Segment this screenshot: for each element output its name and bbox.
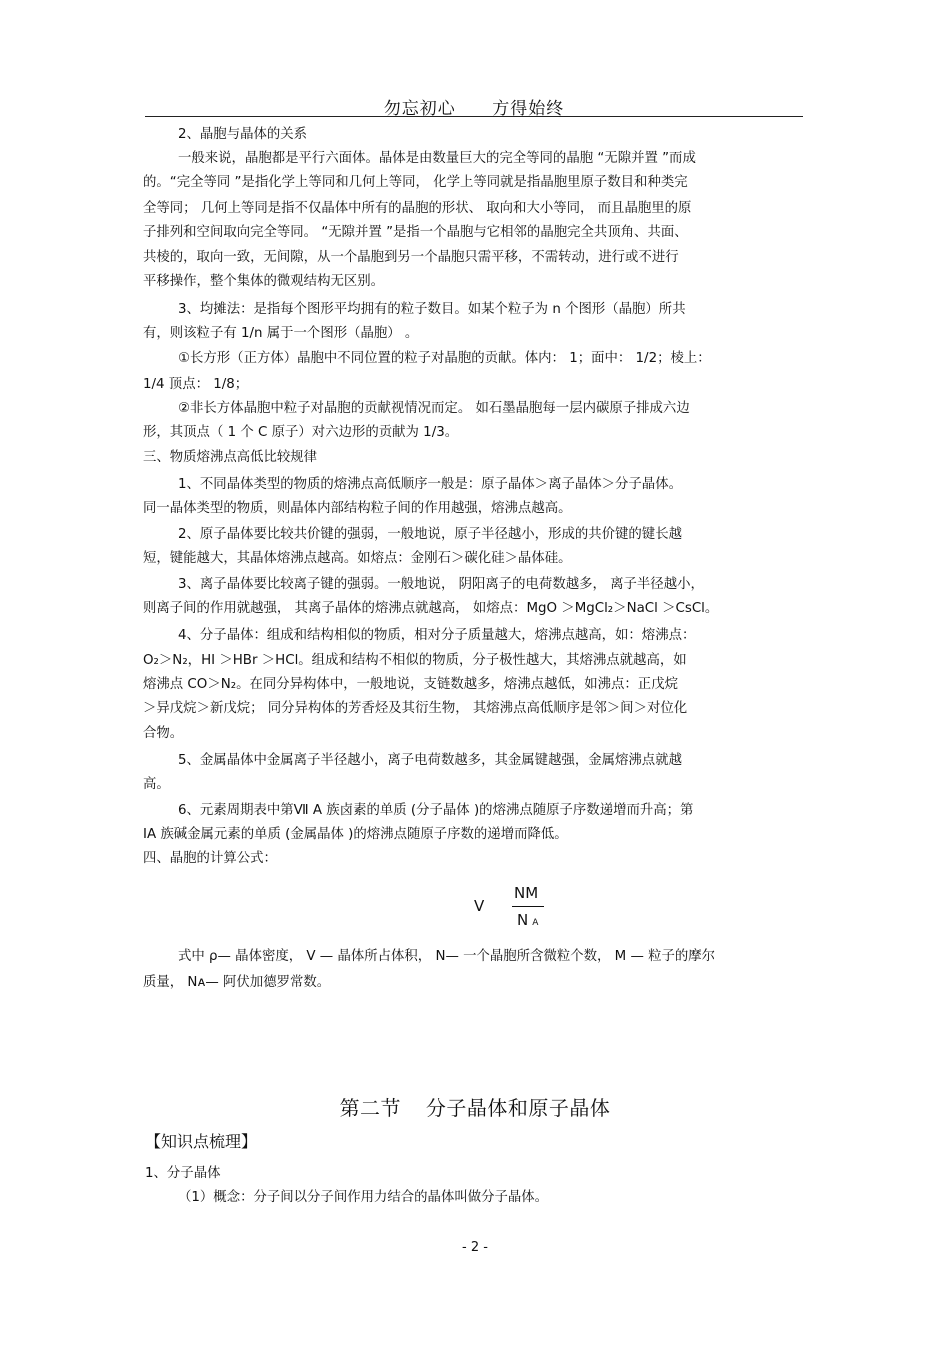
paragraph-line: 合物。	[143, 726, 184, 741]
paragraph-line: 有，则该粒子有 1/n 属于一个图形（晶胞） 。	[143, 326, 419, 341]
paragraph-line: 3、均摊法：是指每个图形平均拥有的粒子数目。如某个粒子为 n 个图形（晶胞）所共	[178, 302, 686, 317]
header-rule	[145, 116, 803, 117]
paragraph-line: ＞异戊烷＞新戊烷； 同分异构体的芳香烃及其衍生物， 其熔沸点高低顺序是邻＞间＞对位化	[143, 701, 688, 716]
paragraph-line: 共棱的，取向一致，无间隙，从一个晶胞到另一个晶胞只需平移，不需转动，进行或不进行	[143, 250, 679, 265]
page-number: - 2 -	[462, 1240, 488, 1255]
paragraph-line: 一般来说，晶胞都是平行六面体。晶体是由数量巨大的完全等同的晶胞 “无隙并置 ”而成	[178, 151, 696, 166]
subsection-title: 2、晶胞与晶体的关系	[178, 127, 308, 142]
paragraph-line: 则离子间的作用就越强， 其离子晶体的熔沸点就越高， 如熔点：MgO ＞MgCl₂＞NaCl ＞CsCl。	[143, 601, 719, 616]
paragraph-line: 熔沸点 CO＞N₂。在同分异构体中，一般地说，支链数越多，熔沸点越低，如沸点：正戊烷	[143, 677, 678, 692]
paragraph-line: 3、离子晶体要比较离子键的强弱。一般地说， 阴阳离子的电荷数越多， 离子半径越小，	[178, 577, 704, 592]
page-header-motto: 勿忘初心 方得始终	[383, 99, 565, 119]
formula-lhs: V	[474, 897, 485, 915]
paragraph-line: ②非长方体晶胞中粒子对晶胞的贡献视情况而定。 如石墨晶胞每一层内碳原子排成六边	[178, 401, 690, 416]
paragraph-line: 高。	[143, 777, 170, 792]
formula-numerator: NM	[514, 884, 539, 902]
paragraph-line: 5、金属晶体中金属离子半径越小，离子电荷数越多，其金属键越强，金属熔沸点就越	[178, 753, 682, 768]
paragraph-line: 平移操作，整个集体的微观结构无区别。	[143, 274, 385, 289]
paragraph-line: 1/4 顶点： 1/8；	[143, 377, 249, 392]
formula-denominator-symbol: N	[517, 911, 529, 929]
section-title-3: 三、物质熔沸点高低比较规律	[143, 450, 318, 465]
paragraph-line: 全等同； 几何上等同是指不仅晶体中所有的晶胞的形状、 取向和大小等同， 而且晶胞里的原	[143, 201, 692, 216]
list-item-title: 1、分子晶体	[145, 1166, 221, 1181]
section-title-4: 四、晶胞的计算公式：	[143, 851, 277, 866]
unit-cell-formula	[474, 884, 564, 934]
paragraph-line: 4、分子晶体：组成和结构相似的物质，相对分子质量越大，熔沸点越高，如：熔沸点：	[178, 628, 696, 643]
section-title: 第二节 分子晶体和原子晶体	[339, 1096, 611, 1120]
paragraph-line: O₂＞N₂，HI ＞HBr ＞HCl。组成和结构不相似的物质，分子极性越大，其熔沸点就越高，如	[143, 653, 687, 668]
paragraph-line: 子排列和空间取向完全等同。 “无隙并置 ”是指一个晶胞与它相邻的晶胞完全共顶角、共面、	[143, 225, 688, 240]
formula-denominator-subscript: A	[532, 918, 539, 928]
paragraph-line: 6、元素周期表中第Ⅶ A 族卤素的单质 (分子晶体 )的熔沸点随原子序数递增而升高；第	[178, 803, 694, 818]
paragraph-line: 1、不同晶体类型的物质的熔沸点高低顺序一般是：原子晶体＞离子晶体＞分子晶体。	[178, 477, 682, 492]
paragraph-line: 质量， Nᴀ— 阿伏加德罗常数。	[143, 975, 331, 990]
paragraph-line: 2、原子晶体要比较共价键的强弱，一般地说，原子半径越小，形成的共价键的键长越	[178, 527, 682, 542]
paragraph-line: 的。“完全等同 ”是指化学上等同和几何上等同， 化学上等同就是指晶胞里原子数目和种类完	[143, 175, 688, 190]
paragraph-line: ①长方形（正方体）晶胞中不同位置的粒子对晶胞的贡献。体内： 1；面中： 1/2；棱上：	[178, 351, 711, 366]
knowledge-heading: 【知识点梳理】	[145, 1132, 258, 1151]
paragraph-line: 式中 ρ— 晶体密度， V — 晶体所占体积， N— 一个晶胞所含微粒个数， M — 粒子的摩尔	[178, 949, 716, 964]
paragraph-line: ⅠA 族碱金属元素的单质 (金属晶体 )的熔沸点随原子序数的递增而降低。	[143, 827, 568, 842]
paragraph-line: 形，其顶点（ 1 个 C 原子）对六边形的贡献为 1/3。	[143, 425, 459, 440]
paragraph-line: 短，键能越大，其晶体熔沸点越高。如熔点：金刚石＞碳化硅＞晶体硅。	[143, 551, 572, 566]
concept-line: （1）概念：分子间以分子间作用力结合的晶体叫做分子晶体。	[178, 1190, 549, 1205]
fraction-bar	[512, 906, 544, 907]
paragraph-line: 同一晶体类型的物质，则晶体内部结构粒子间的作用越强，熔沸点越高。	[143, 501, 572, 516]
formula-denominator	[517, 911, 538, 929]
